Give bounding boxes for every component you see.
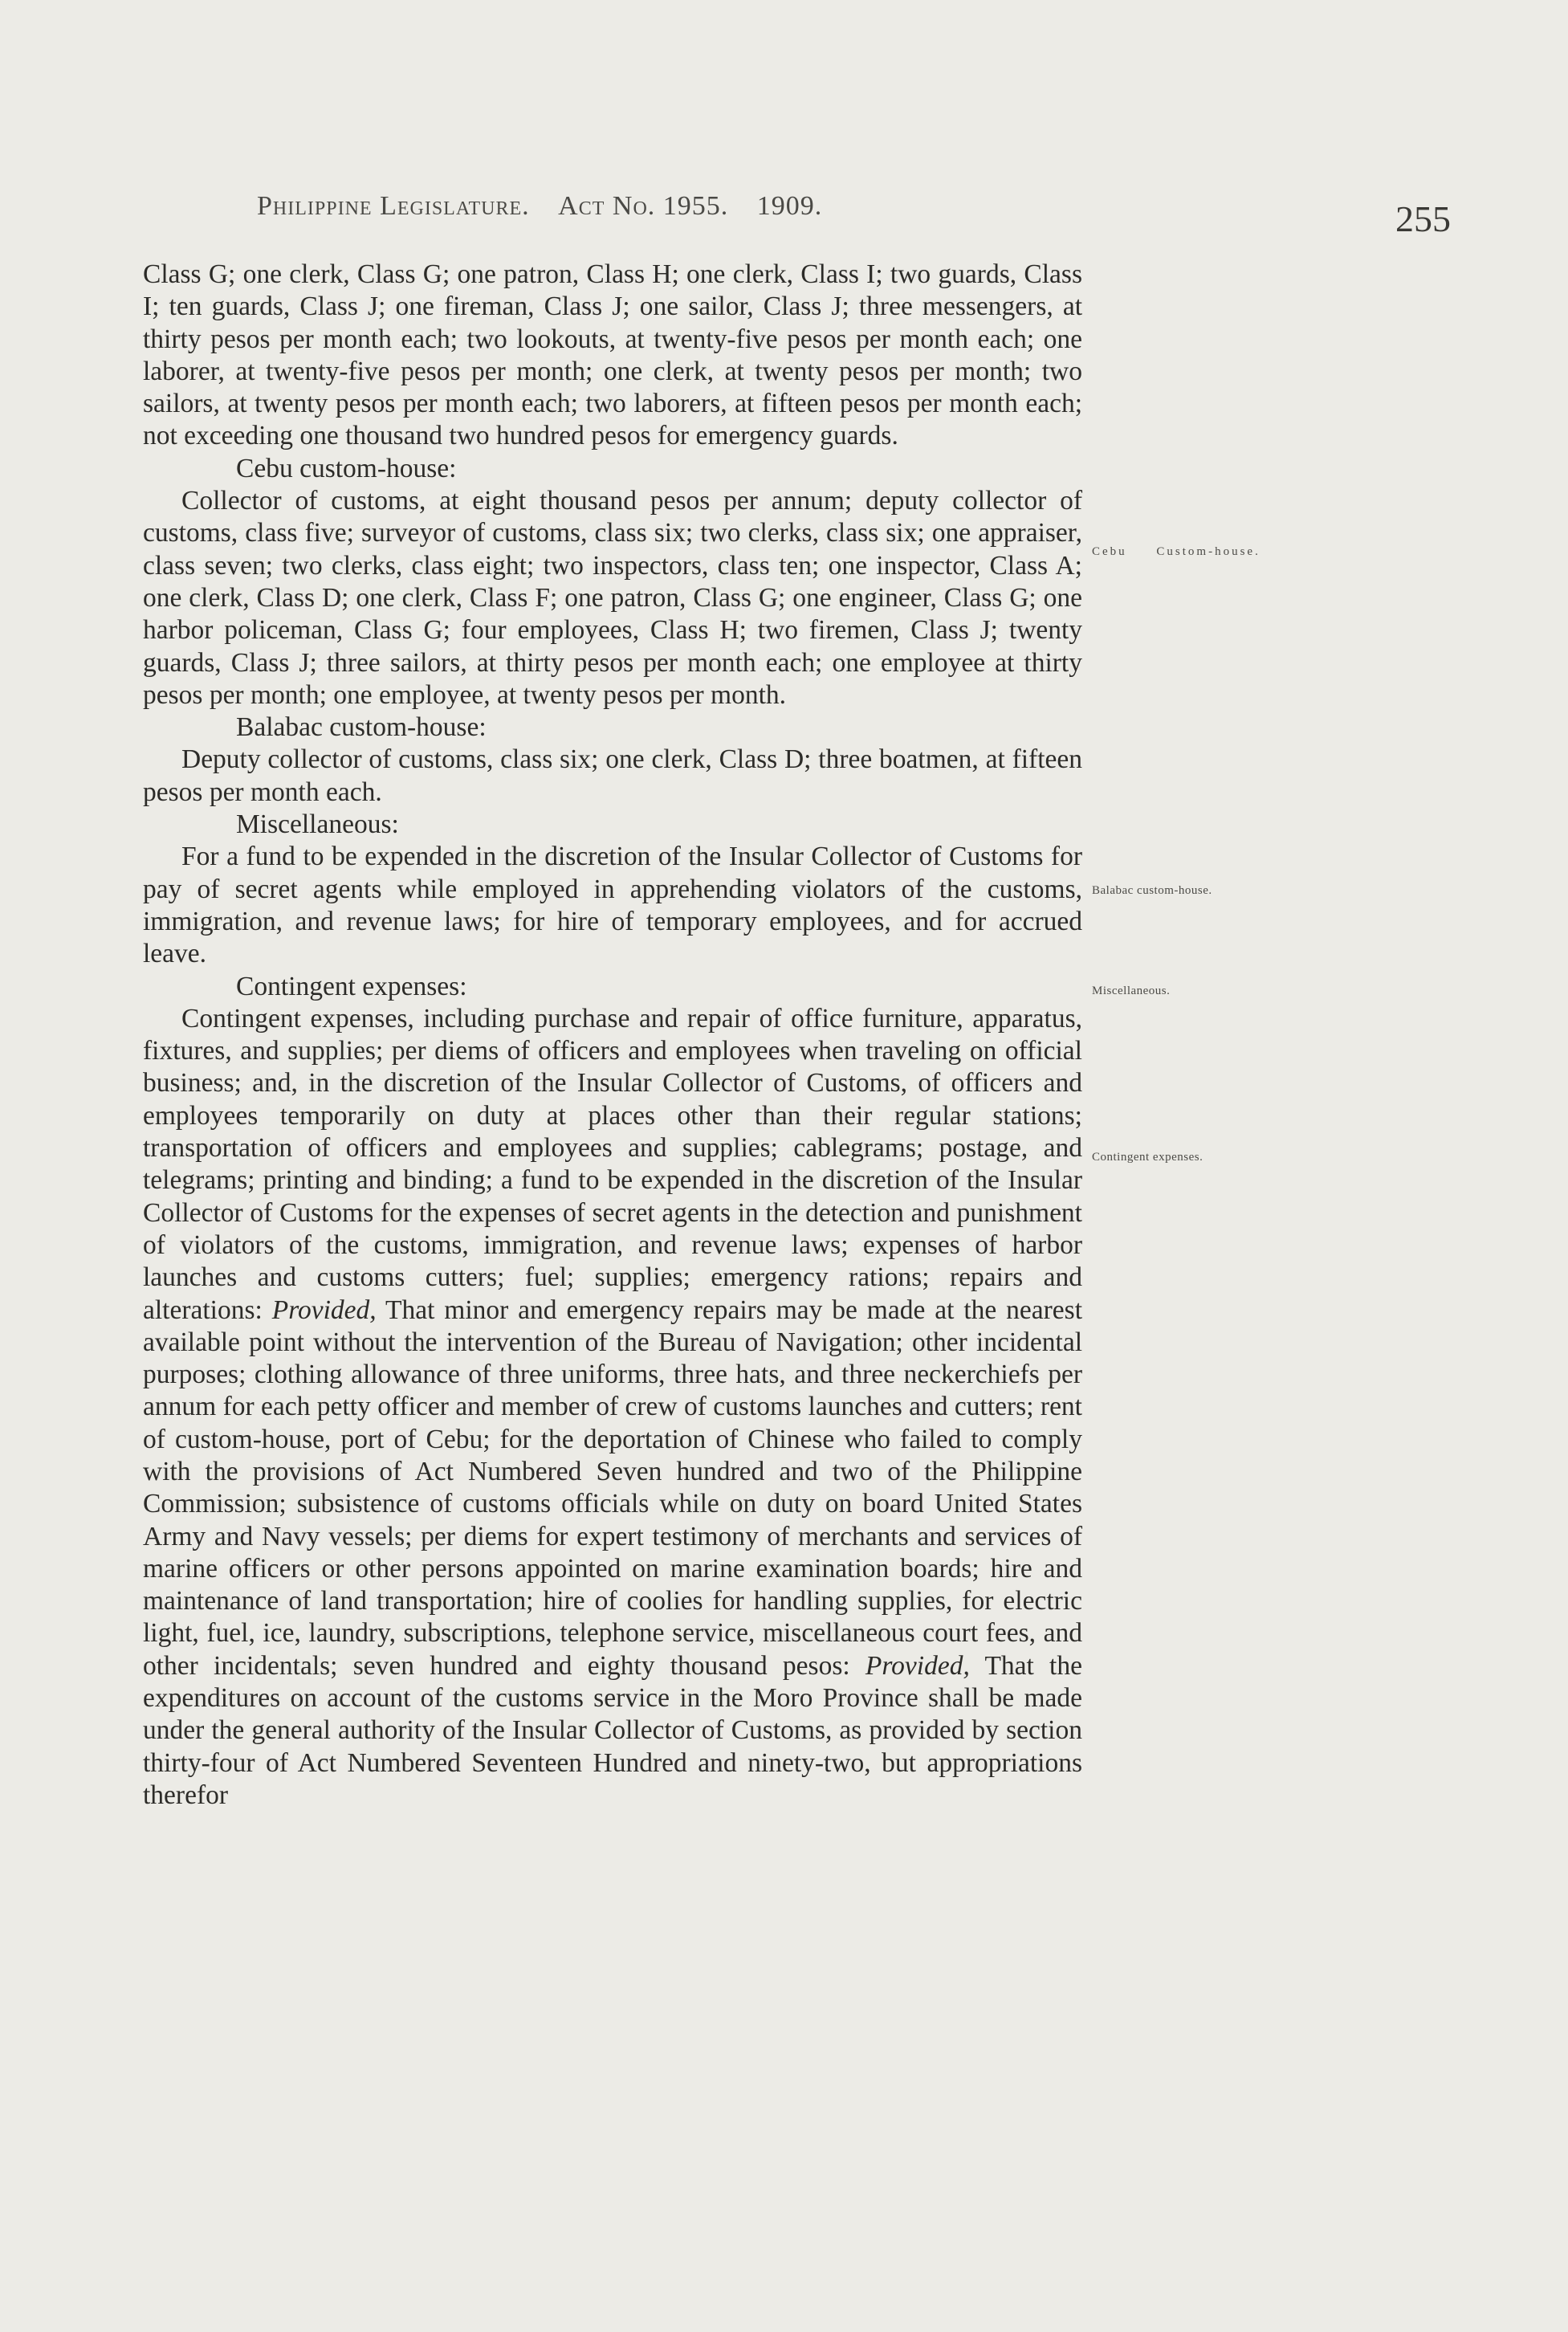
paragraph-balabac: Deputy collector of customs, class six; one clerk, Class D; three boatmen, at fifteen pesos per month each. [143,744,1082,807]
margin-note-cebu: Cebu Custom-house. [1092,545,1261,558]
margin-note-miscellaneous: Miscellaneous. [1092,985,1171,997]
section-heading-cebu: Cebu custom-house: [236,453,457,483]
paragraph-cebu: Collector of customs, at eight thousand pesos per annum; deputy collector of customs, class five; surveyor of customs, class six; two clerks, class six; one appraiser, class seven; two clerks, class eight; two inspectors, class ten; one inspector, Class A; one clerk, Class D; one clerk, Class F; one patron, Class G; one engineer, Class G; one harbor policeman, Class G; four employees, Class H; two firemen, Class J; twenty guards, Class J; three sailors, at thirty pesos per month each; one employee at thirty pesos per month; one employee, at twenty pesos per month. [143,486,1082,710]
section-heading-miscellaneous: Miscellaneous: [236,809,399,840]
header-legislature: Philippine Legislature. [257,191,530,221]
section-heading-contingent: Contingent expenses: [236,971,467,1001]
header-year: 1909. [756,191,823,221]
paragraph-contingent [143,1003,1082,1812]
paragraph-continuation: Class G; one clerk, Class G; one patron, Class H; one clerk, Class I; two guards, Class I; ten guards, Class J; one fireman, Class J; one sailor, Class J; three messengers, at thirty pesos per month each; two lookouts, at twenty-five pesos per month each; one laborer, at twenty-five pesos per month; one clerk, at twenty pesos per month; two sailors, at twenty pesos per month each; two laborers, at fifteen pesos per month each; not exceeding one thousand two hundred pesos for emergency guards. [143,259,1082,451]
section-heading-balabac: Balabac custom-house: [236,712,487,743]
margin-note-contingent: Contingent expenses. [1092,1151,1203,1164]
page-number: 255 [1395,198,1451,239]
contingent-text-part-3: That the expenditures on account of the customs service in the Moro Province shall be made under the general authority of the Insular Collector of Customs, as provided by section thirty-four of Act Numbered Seventeen Hundred and ninety-two, but appropriations therefor [143,1650,1082,1810]
proviso-label-2: Provided, [865,1650,970,1681]
margin-note-balabac: Balabac custom-house. [1092,884,1212,897]
contingent-text-part-2: That minor and emergency repairs may be made at the nearest available point without the intervention of the Bureau of Navigation; other incidental purposes; clothing allowance of three uniforms, three hats, and three neckerchiefs per annum for each petty officer and member of crew of customs launches and cutters; rent of custom-house, port of Cebu; for the deportation of Chinese who failed to comply with the provisions of Act Numbered Seven hundred and two of the Philippine Commission; subsistence of customs officials while on duty on board United States Army and Navy vessels; per diems for expert testimony of merchants and services of marine officers or other persons appointed on marine examination boards; hire and maintenance of land transportation; hire of coolies for handling supplies, for electric light, fuel, ice, laundry, subscriptions, telephone service, miscellaneous court fees, and other incidentals; seven hundred and eighty thousand pesos: [143,1294,1082,1681]
paragraph-miscellaneous: For a fund to be expended in the discretion of the Insular Collector of Customs for pay of secret agents while employed in apprehending violators of the customs, immigration, and revenue laws; for hire of temporary employees, and for accrued leave. [143,842,1082,969]
header-act: Act No. 1955. [558,191,729,221]
contingent-text-part-1: Contingent expenses, including purchase and repair of office furniture, apparatus, fixtures, and supplies; per diems of officers and employees when traveling on official business; and, in the discretion of the Insular Collector of Customs, of officers and employees temporarily on duty at places other than their regular stations; transportation of officers and employees and supplies; cablegrams; postage, and telegrams; printing and binding; a fund to be expended in the discretion of the Insular Collector of Customs for the expenses of secret agents in the detection and punishment of violators of the customs, immigration, and revenue laws; expenses of harbor launches and customs cutters; fuel; supplies; emergency rations; repairs and alterations: [143,1003,1082,1325]
proviso-label-1: Provided, [271,1294,377,1325]
body-text [143,259,1082,1812]
running-header [257,191,843,222]
